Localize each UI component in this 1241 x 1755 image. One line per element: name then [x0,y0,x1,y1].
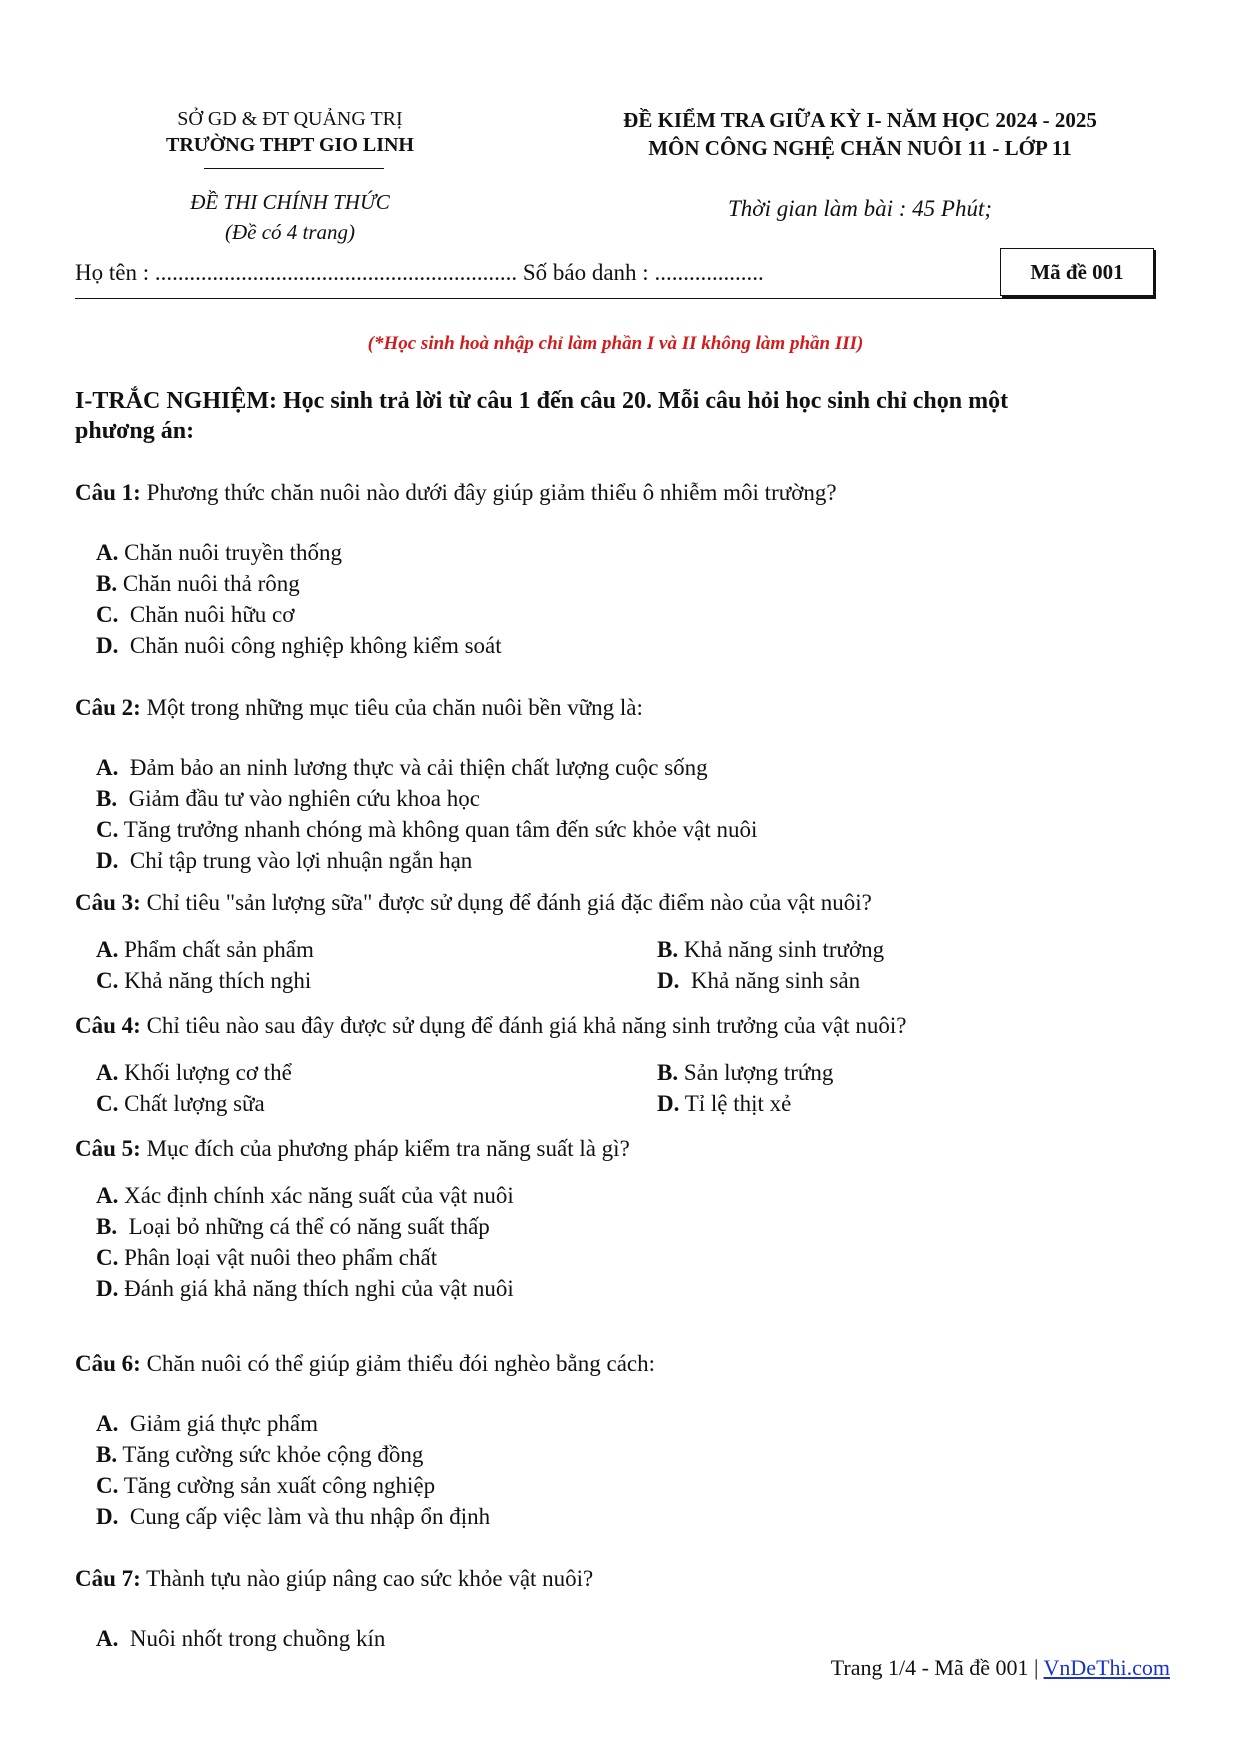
option-text: Tăng cường sản xuất công nghiệp [118,1473,436,1498]
option-5d [96,1276,514,1302]
question-text: Một trong những mục tiêu của chăn nuôi bền vững là: [140,695,643,720]
exam-code: Mã đề 001 [1030,259,1124,284]
option-1d [96,633,502,659]
question-text: Phương thức chăn nuôi nào dưới đây giúp giảm thiểu ô nhiễm môi trường? [140,480,837,505]
option-text: Chỉ tập trung vào lợi nhuận ngắn hạn [118,848,473,873]
option-text: Chăn nuôi thả rông [117,571,300,596]
option-text: Phẩm chất sản phẩm [118,937,314,962]
option-5a [96,1183,514,1209]
option-letter: C. [96,968,119,993]
option-2a [96,755,708,781]
option-text: Đánh giá khả năng thích nghi của vật nuôi [118,1276,514,1301]
option-2d [96,848,472,874]
question-label: Câu 1: [75,480,141,505]
option-5b [96,1214,490,1240]
option-text: Chăn nuôi hữu cơ [118,602,295,627]
option-text: Tăng trưởng nhanh chóng mà không quan tâm đến sức khỏe vật nuôi [118,817,758,842]
question-1 [75,480,837,506]
question-text: Chỉ tiêu "sản lượng sữa" được sử dụng để đánh giá đặc điểm nào của vật nuôi? [140,890,872,915]
option-4b [657,1060,833,1086]
option-4d [657,1091,791,1117]
option-letter: D. [657,968,680,993]
department-name: SỞ GD & ĐT QUẢNG TRỊ [177,108,403,130]
question-text: Chăn nuôi có thể giúp giảm thiểu đói nghèo bằng cách: [140,1351,655,1376]
footer-page-info: Trang 1/4 - Mã đề 001 | [830,1655,1044,1680]
option-letter: C. [96,602,119,627]
option-text: Cung cấp việc làm và thu nhập ổn định [118,1504,491,1529]
question-7 [75,1566,593,1592]
question-text: Chỉ tiêu nào sau đây được sử dụng để đánh giá khả năng sinh trưởng của vật nuôi? [140,1013,907,1038]
option-letter: D. [96,1276,119,1301]
option-text: Tăng cường sức khỏe cộng đồng [117,1442,424,1467]
page-footer [831,1655,1170,1681]
option-text: Khả năng thích nghi [118,968,312,993]
question-label: Câu 6: [75,1351,141,1376]
option-text: Đảm bảo an ninh lương thực và cải thiện chất lượng cuộc sống [118,755,708,780]
option-letter: C. [96,817,119,842]
exam-title: ĐỀ KIỂM TRA GIỮA KỲ I- NĂM HỌC 2024 - 2025 [623,108,1097,132]
question-6 [75,1351,655,1377]
section-heading-cont: phương án: [75,418,195,444]
option-text: Giảm đầu tư vào nghiên cứu khoa học [117,786,480,811]
option-letter: B. [96,1442,118,1467]
option-6a [96,1411,318,1437]
section-heading: I-TRẮC NGHIỆM: Học sinh trả lời từ câu 1 đến câu 20. Mỗi câu hỏi học sinh chỉ chọn một [75,388,1009,414]
question-label: Câu 2: [75,695,141,720]
option-letter: A. [96,1183,119,1208]
option-3d [657,968,860,994]
option-text: Tỉ lệ thịt xẻ [679,1091,792,1116]
option-text: Giảm giá thực phẩm [118,1411,318,1436]
option-letter: A. [96,1060,119,1085]
option-letter: A. [96,937,119,962]
question-5 [75,1136,630,1162]
option-text: Khả năng sinh sản [679,968,861,993]
header-divider [204,168,384,169]
subject-title: MÔN CÔNG NGHỆ CHĂN NUÔI 11 - LỚP 11 [648,136,1072,160]
option-text: Chăn nuôi công nghiệp không kiểm soát [118,633,502,658]
question-label: Câu 7: [75,1566,141,1591]
option-letter: A. [96,1626,119,1651]
option-text: Sản lượng trứng [678,1060,834,1085]
option-1c [96,602,294,628]
option-7a [96,1626,385,1652]
exam-code-box [1000,248,1154,296]
option-letter: A. [96,1411,119,1436]
option-letter: B. [96,1214,118,1239]
option-3a [96,937,314,963]
option-text: Chăn nuôi truyền thống [118,540,342,565]
option-3b [657,937,884,963]
question-label: Câu 3: [75,890,141,915]
question-label: Câu 4: [75,1013,141,1038]
exam-duration: Thời gian làm bài : 45 Phút; [728,196,992,221]
candidate-info-line: Họ tên : ............................................................... Số báo danh : ................... [75,260,764,285]
question-text: Mục đích của phương pháp kiểm tra năng suất là gì? [140,1136,630,1161]
option-6d [96,1504,490,1530]
option-letter: C. [96,1091,119,1116]
header-rule [75,298,1156,299]
option-1b [96,571,300,597]
option-text: Khả năng sinh trưởng [678,937,885,962]
option-letter: B. [657,1060,679,1085]
page-count-note: (Đề có 4 trang) [224,220,356,244]
footer-link[interactable]: VnDeThi.com [1043,1655,1170,1680]
option-1a [96,540,342,566]
question-text: Thành tựu nào giúp nâng cao sức khỏe vật nuôi? [140,1566,594,1591]
option-letter: B. [96,571,118,596]
option-letter: A. [96,540,119,565]
option-text: Phân loại vật nuôi theo phẩm chất [118,1245,438,1270]
option-letter: D. [96,848,119,873]
school-name: TRƯỜNG THPT GIO LINH [165,134,414,156]
question-2 [75,695,643,721]
option-text: Loại bỏ những cá thể có năng suất thấp [117,1214,490,1239]
option-letter: C. [96,1473,119,1498]
question-3 [75,890,872,916]
option-letter: C. [96,1245,119,1270]
option-text: Chất lượng sữa [118,1091,265,1116]
option-3c [96,968,311,994]
option-5c [96,1245,437,1271]
option-2b [96,786,480,812]
option-2c [96,817,757,843]
option-text: Khối lượng cơ thể [118,1060,292,1085]
option-6b [96,1442,423,1468]
option-letter: D. [96,633,119,658]
option-4c [96,1091,265,1117]
question-label: Câu 5: [75,1136,141,1161]
option-letter: B. [657,937,679,962]
question-4 [75,1013,906,1039]
option-letter: B. [96,786,118,811]
option-6c [96,1473,435,1499]
option-text: Nuôi nhốt trong chuồng kín [118,1626,386,1651]
option-text: Xác định chính xác năng suất của vật nuôi [118,1183,514,1208]
option-letter: A. [96,755,119,780]
inclusion-note: (*Học sinh hoà nhập chỉ làm phần I và II không làm phần III) [367,333,864,354]
option-letter: D. [657,1091,680,1116]
official-exam-label: ĐỀ THI CHÍNH THỨC [190,190,390,214]
option-letter: D. [96,1504,119,1529]
option-4a [96,1060,292,1086]
